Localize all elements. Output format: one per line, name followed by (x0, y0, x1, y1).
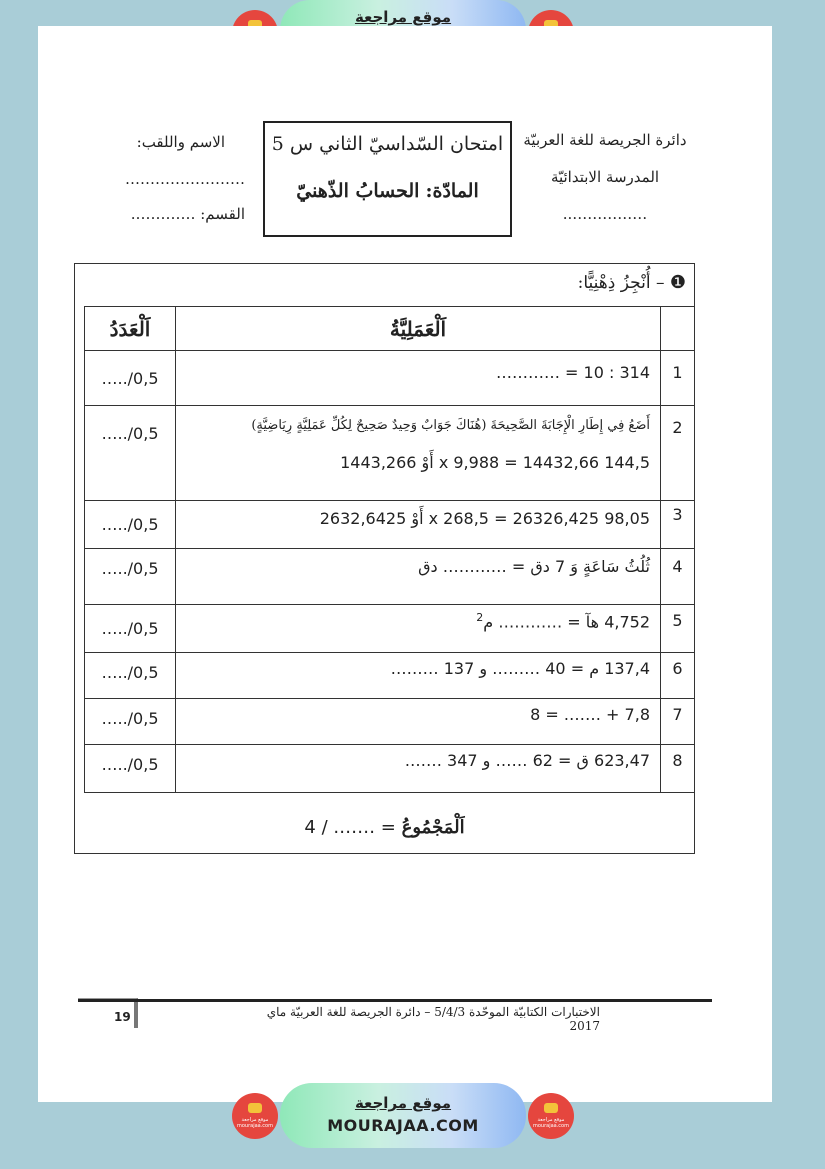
school-name: المدرسة الابتدائيّة (550, 168, 660, 186)
bullet-one-icon: ❶ (669, 272, 686, 293)
row-number: 4 (661, 549, 695, 605)
operation-cell[interactable] (176, 605, 661, 653)
footer-divider (78, 999, 712, 1002)
site-name-arabic: موقع مراجعة (354, 8, 452, 26)
operation-cell[interactable]: 7,8 + ……. = 8 (176, 699, 661, 745)
site-logo-icon: موقع مراجعة mourajaa.com (528, 1093, 574, 1139)
subject-value: الحسابُ الذّهنيّ (296, 180, 420, 202)
row-number: 7 (661, 699, 695, 745)
superscript: 2 (476, 611, 484, 624)
operation-instruction: أَضَعُ فِي إِطَارِ الْإِجَابَةَ الصَّحِيحَةَ (هُنَاكَ جَوَابٌ وَحِيدٌ صَحِيحٌ لِكُلِّ عَمَلِيَّةٍ رِيَاضِيَّةٍ) (251, 418, 650, 433)
site-banner-pill[interactable] (280, 1083, 526, 1148)
header-score: اَلْعَدَدُ (85, 307, 176, 351)
name-label: الاسم واللقب: (136, 133, 225, 151)
exam-title: امتحان السّداسيّ الثاني س 5 (271, 133, 504, 155)
row-number: 3 (661, 501, 695, 549)
operations-table (84, 306, 695, 793)
table-row (85, 653, 695, 699)
table-header-row (85, 307, 695, 351)
total-value[interactable]: = ……. / 4 (304, 817, 396, 838)
table-row (85, 351, 695, 406)
footer-text: الاختبارات الكتابيّة الموحّدة 5/4/3 – دائرة الجريصة للغة العربيّة ماي 2017 (266, 1005, 600, 1033)
row-number: 2 (661, 406, 695, 501)
score-cell[interactable]: …../0,5 (85, 351, 176, 406)
site-name-arabic: موقع مراجعة (354, 1094, 452, 1112)
exercise-heading (578, 272, 686, 293)
school-blank: …………….. (562, 205, 648, 223)
operation-cell[interactable]: 623,47 ق = 62 …… و 347 ……. (176, 745, 661, 793)
exercise-instruction: – أُنْجِزُ ذِهْنِيًّا: (577, 273, 665, 293)
operation-choices[interactable]: 144,5 x 9,988 = 14432,66 أَوْ 1443,266 (340, 453, 650, 472)
operation-cell[interactable]: 98,05 x 268,5 = 26326,425 أَوْ 2632,6425 (176, 501, 661, 549)
table-row (85, 406, 695, 501)
site-name-latin: MOURAJAA.COM (327, 1116, 479, 1135)
page-number: 19 (114, 1010, 131, 1024)
table-row (85, 549, 695, 605)
operation-cell[interactable]: ثُلُثُ سَاعَةٍ وَ 7 دق = ………… دق (176, 549, 661, 605)
row-number: 6 (661, 653, 695, 699)
table-row (85, 745, 695, 793)
table-row (85, 605, 695, 653)
class-label[interactable]: القسم: …………. (130, 205, 245, 223)
operation-text: 4,752 هآ = ………… م (483, 612, 650, 632)
name-blank[interactable]: …………………… (125, 170, 245, 188)
exam-title-box (263, 121, 512, 237)
table-row (85, 501, 695, 549)
bottom-banner[interactable] (238, 1083, 588, 1148)
school-district: دائرة الجريصة للغة العربيّة (523, 131, 687, 149)
header-operation: اَلْعَمَلِيَّةُ (176, 307, 661, 351)
header-number (661, 307, 695, 351)
row-number: 8 (661, 745, 695, 793)
row-number: 5 (661, 605, 695, 653)
row-number: 1 (661, 351, 695, 406)
subject-label: المادّة: (425, 180, 479, 202)
score-cell[interactable]: …../0,5 (85, 745, 176, 793)
score-cell[interactable]: …../0,5 (85, 699, 176, 745)
total-label: اَلْمَجْمُوعُ (401, 817, 465, 838)
score-cell[interactable]: …../0,5 (85, 653, 176, 699)
site-logo-icon: موقع مراجعة mourajaa.com (232, 1093, 278, 1139)
score-cell[interactable]: …../0,5 (85, 406, 176, 501)
total-line (84, 817, 685, 838)
score-cell[interactable]: …../0,5 (85, 501, 176, 549)
operation-cell[interactable]: 137,4 م = 40 ……… و 137 ……… (176, 653, 661, 699)
table-row (85, 699, 695, 745)
score-cell[interactable]: …../0,5 (85, 549, 176, 605)
score-cell[interactable]: …../0,5 (85, 605, 176, 653)
exam-subject (265, 180, 510, 202)
operation-cell[interactable] (176, 406, 661, 501)
operation-cell[interactable]: 314 : 10 = ………… (176, 351, 661, 406)
